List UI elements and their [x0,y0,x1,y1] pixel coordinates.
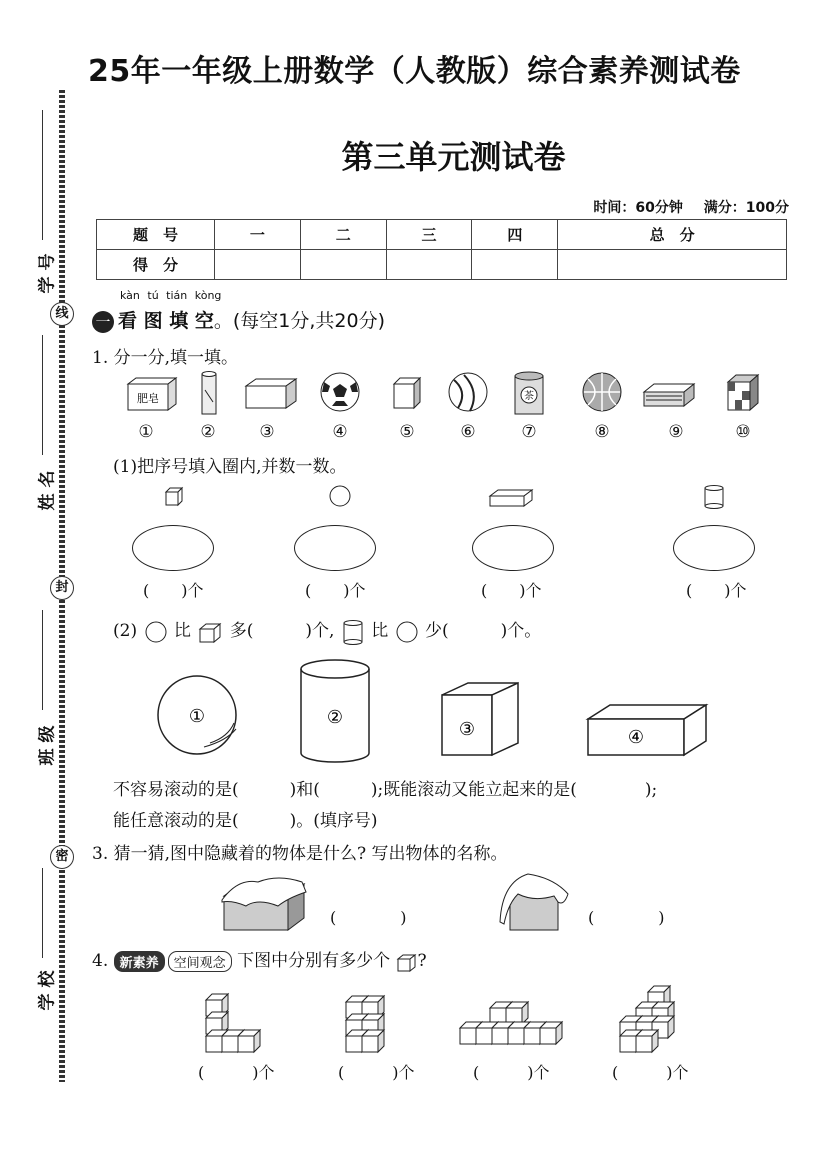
table-cell: 四 [472,220,558,250]
sub2-text: 少( [425,621,449,641]
item-number: ④ [332,422,348,442]
binding-circle-line: 线 [50,302,74,326]
q4-text-end: ? [417,951,427,971]
full-score-label: 满分：100分 [703,200,789,216]
item-number: ① [138,422,154,442]
cube-unit-icon [395,952,417,972]
answer-oval-sphere[interactable] [294,525,376,571]
score-cell[interactable] [386,250,472,280]
section-note: 。(每空1分,共20分) [213,310,385,332]
shape-category-icons [160,484,760,512]
book-stack-icon [644,384,694,406]
header-title: 25年一年级上册数学（人教版）综合素养测试卷 [88,54,741,89]
covered-cylinder-icon [500,874,568,930]
table-cell: 总 分 [558,220,787,250]
binding-line [42,335,43,455]
sub2-text: 多( [229,621,254,641]
school-label: 学校 [37,964,58,1011]
section-heading [92,306,385,333]
answer-oval-cube[interactable] [132,525,214,571]
count-blank[interactable]: ( )个 [481,581,542,600]
ring-ball-icon [449,373,487,411]
rubik-cube-icon [728,375,758,410]
cylinder-shape [301,660,369,762]
q4-text: 下图中分别有多少个 [237,951,391,971]
cube-shape-icon [166,488,182,505]
name-label: 姓名 [37,464,58,511]
binding-circle-seal: 封 [50,576,74,600]
cuboid-icon [246,379,296,408]
cube-stack-2 [346,996,384,1052]
tea-label: 茶 [524,391,534,402]
count-blank[interactable]: ( )个 [338,1063,415,1082]
count-blank[interactable]: ( )个 [198,1063,275,1082]
score-table-header-row [97,220,787,250]
cuboid-shape-icon [490,490,532,506]
basketball-icon [583,373,621,411]
q1-objects [118,370,778,420]
count-blank[interactable]: ( )个 [612,1063,689,1082]
table-cell: 一 [215,220,301,250]
cube-icon [394,378,420,408]
question-3-title: 3. 猜一猜,图中隐藏着的物体是什么? 写出物体的名称。 [92,844,508,864]
shape-label: ④ [627,727,645,748]
section-title: 看 图 填 空 [118,310,214,332]
q1-sub2 [113,616,541,645]
time-info [577,197,789,217]
soap-box-icon [128,378,176,410]
covered-cuboid-icon [222,878,306,930]
soap-label: 肥皂 [137,392,159,405]
sub2-text: )个。 [500,621,542,641]
q2-shapes [150,655,720,765]
item-number: ⑨ [668,422,684,442]
section-number-badge: 一 [92,311,114,333]
q1-sub1: (1)把序号填入圈内,并数一数。 [113,457,347,477]
binding-line [42,868,43,958]
answer-blank[interactable]: ( ) [588,908,665,927]
q4-number: 4. [92,951,109,971]
score-cell[interactable] [558,250,787,280]
cube-stack-4 [620,986,674,1052]
sphere-shape-icon [143,621,169,643]
cube-stack-1 [206,994,260,1052]
answer-blank[interactable]: ( ) [330,908,407,927]
count-blank[interactable]: ( )个 [143,581,204,600]
sub2-text: 比 [371,621,389,641]
item-number: ⑥ [460,422,476,442]
question-1-title: 1. 分一分,填一填。 [92,348,239,368]
football-icon [321,373,359,411]
count-blank[interactable]: ( )个 [305,581,366,600]
disc-shape [158,676,236,754]
cylinder-can-icon [202,372,216,415]
score-cell[interactable] [472,250,558,280]
q4-cube-stacks [200,982,700,1054]
class-label: 班级 [37,719,58,766]
score-table-score-row [97,250,787,280]
answer-oval-cylinder[interactable] [673,525,755,571]
time-label: 时间：60分钟 [593,200,683,216]
item-number: ⑧ [594,422,610,442]
spatial-concept-badge: 空间观念 [168,951,232,972]
section-pinyin: kàn tú tián kòng [120,289,222,302]
shape-label: ② [326,707,344,728]
sub2-text: 比 [173,621,191,641]
cube-shape-icon [196,621,224,643]
student-number-label: 学号 [37,247,58,294]
table-cell: 题 号 [97,220,215,250]
item-number: ③ [259,422,275,442]
page-subtitle: 第三单元测试卷 [341,138,566,176]
sub2-text: )个, [305,621,335,641]
answer-oval-cuboid[interactable] [472,525,554,571]
table-cell: 二 [300,220,386,250]
q2-line2: 能任意滚动的是( )。(填序号) [113,811,378,831]
cylinder-shape-icon [705,486,723,509]
cuboid-shape [588,705,706,755]
item-number: ⑩ [735,422,751,442]
shape-label: ③ [458,719,476,740]
cube-stack-3 [460,1002,562,1044]
binding-line [42,610,43,710]
new-literacy-badge: 新素养 [114,951,165,972]
sub2-label: (2) [113,621,138,641]
cube-shape [442,683,518,755]
shape-label: ① [188,706,206,727]
score-cell[interactable] [300,250,386,280]
count-blank[interactable]: ( )个 [686,581,747,600]
sphere-shape-icon [330,486,350,506]
binding-line [42,110,43,240]
sphere-shape-icon [394,621,420,643]
cylinder-shape-icon [340,619,366,645]
q2-line1: 不容易滚动的是( )和( );既能滚动又能立起来的是( ); [113,780,658,800]
count-blank[interactable]: ( )个 [473,1063,550,1082]
score-cell[interactable] [215,250,301,280]
score-table [96,219,787,280]
binding-circle-secret: 密 [50,845,74,869]
question-4-title [92,946,427,972]
item-number: ② [200,422,216,442]
item-number: ⑦ [521,422,537,442]
table-cell: 三 [386,220,472,250]
item-number: ⑤ [399,422,415,442]
table-cell: 得 分 [97,250,215,280]
tea-can-icon [515,372,543,414]
